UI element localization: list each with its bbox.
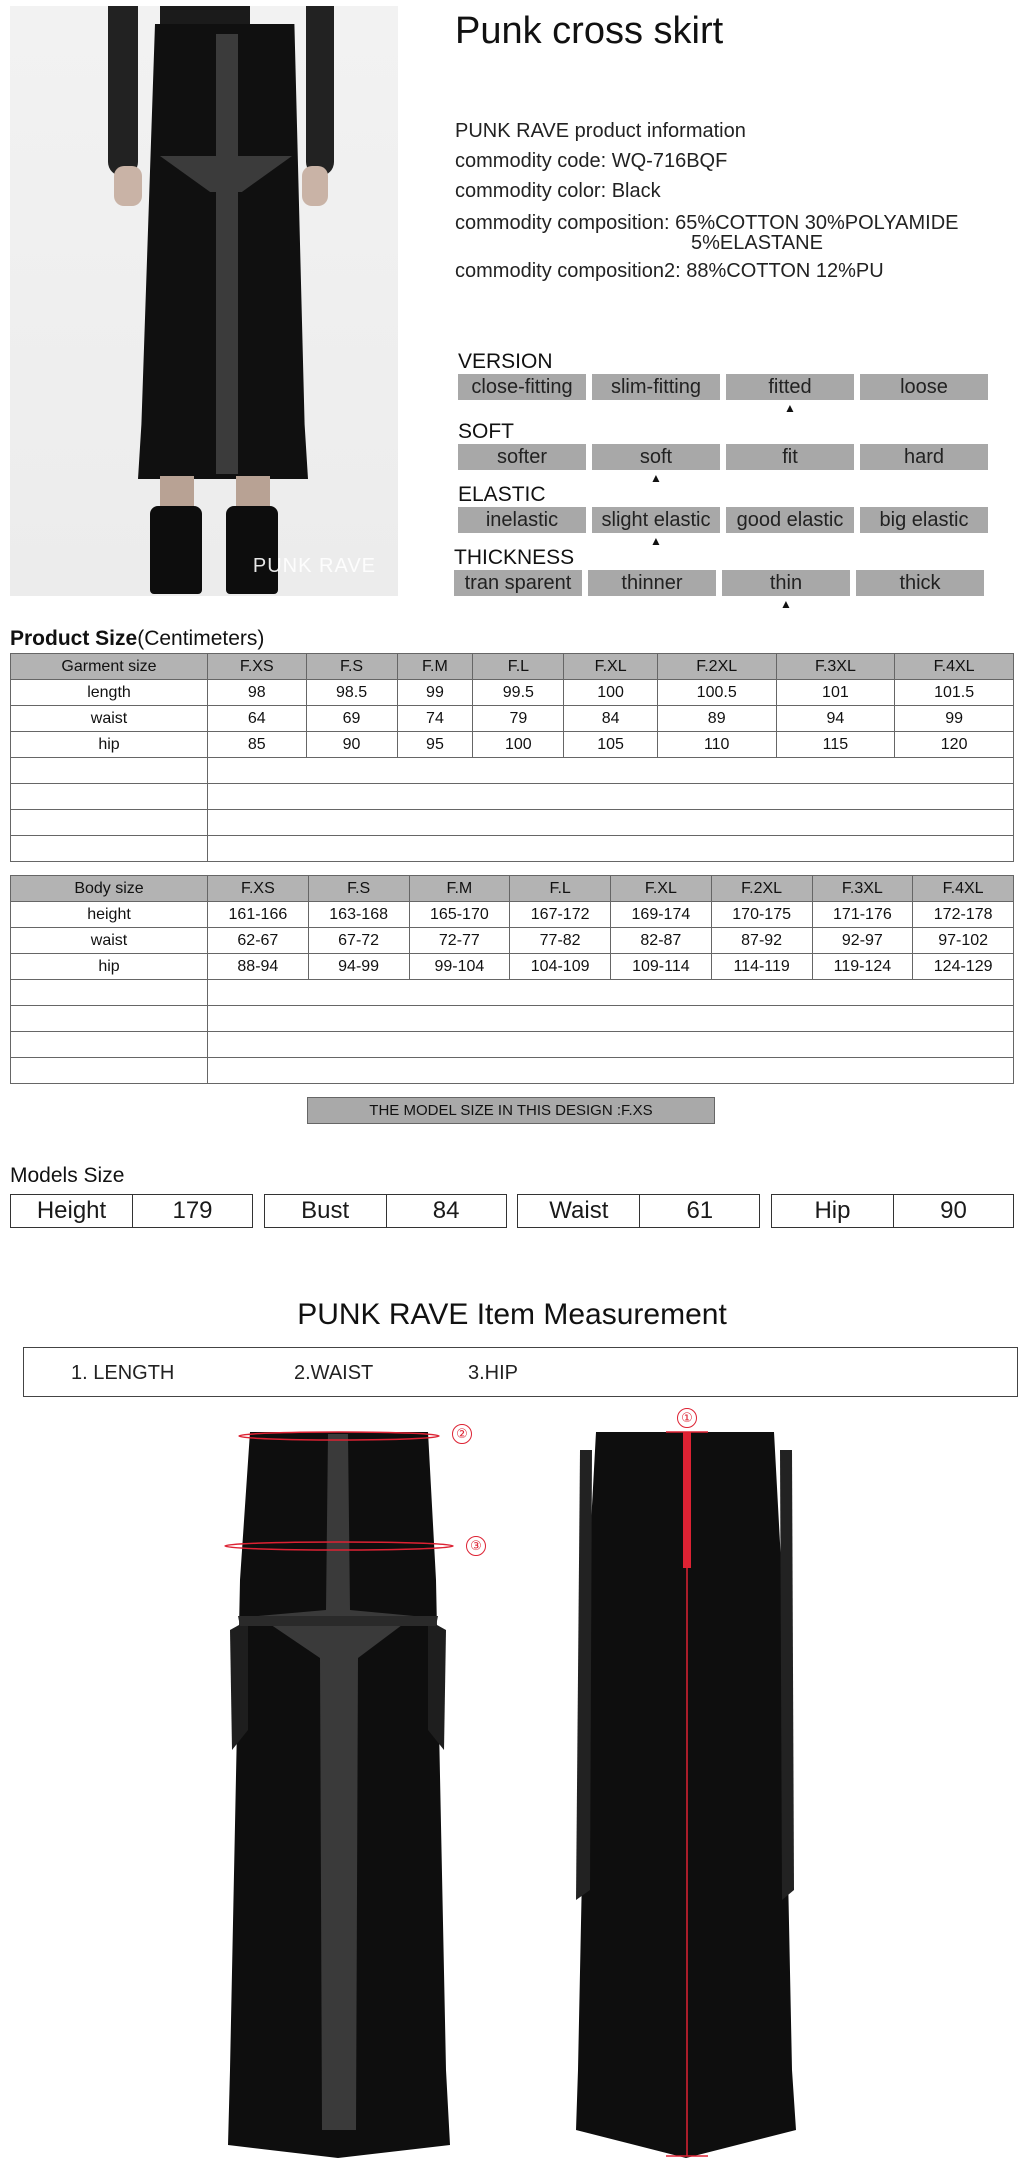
marker-length: ①: [677, 1408, 697, 1428]
scale-bar: [458, 507, 988, 548]
table-empty-row: [11, 1058, 1014, 1084]
table-row: [11, 928, 1014, 954]
table-row: [11, 954, 1014, 980]
table-empty-cell: [208, 836, 1014, 862]
models-value: 90: [940, 1197, 967, 1224]
table-col-header: F.4XL: [913, 876, 1014, 902]
model-right-hand: [302, 166, 328, 206]
scale-option: inelastic: [458, 507, 586, 533]
table-cell: 69: [306, 706, 397, 732]
models-size-row: [10, 1194, 1014, 1228]
scale-option: close-fitting: [458, 374, 586, 400]
table-cell: 62-67: [208, 928, 309, 954]
product-size-heading-bold: Product Size: [10, 627, 138, 650]
measurement-title: PUNK RAVE Item Measurement: [297, 1298, 727, 1331]
table-cell: 99.5: [473, 680, 564, 706]
table-empty-cell: [208, 1006, 1014, 1032]
table-cell: 119-124: [812, 954, 913, 980]
table-col-header: F.XS: [208, 876, 309, 902]
table-row: [11, 902, 1014, 928]
table-col-header: F.2XL: [711, 876, 812, 902]
measurement-item-length: 1. LENGTH: [71, 1362, 175, 1384]
scale-option: slight elastic ▲: [592, 507, 720, 533]
info-composition2: [455, 260, 884, 282]
scale-option: tran sparent: [454, 570, 582, 596]
scale-title: ELASTIC: [458, 483, 546, 506]
table-cell: 109-114: [611, 954, 712, 980]
table-cell: 95: [397, 732, 473, 758]
table-cell: 171-176: [812, 902, 913, 928]
table-empty-row: [11, 758, 1014, 784]
table-cell: 99: [895, 706, 1014, 732]
table-cell: 163-168: [308, 902, 409, 928]
info-value: 88%COTTON 12%PU: [686, 260, 884, 282]
models-hip: [771, 1194, 1014, 1228]
table-cell: 124-129: [913, 954, 1014, 980]
table-cell: 82-87: [611, 928, 712, 954]
table-corner: Garment size: [11, 654, 208, 680]
table-cell: 67-72: [308, 928, 409, 954]
selected-marker-icon: ▲: [784, 401, 796, 415]
scale-option: big elastic: [860, 507, 988, 533]
model-left-hand: [114, 166, 142, 206]
table-empty-cell: [208, 1058, 1014, 1084]
table-cell: 169-174: [611, 902, 712, 928]
models-label: Hip: [772, 1195, 894, 1227]
table-cell: 94: [776, 706, 895, 732]
table-cell: 97-102: [913, 928, 1014, 954]
table-cell: 100: [564, 680, 657, 706]
scale-option: fit: [726, 444, 854, 470]
table-cell: 172-178: [913, 902, 1014, 928]
table-row: [11, 732, 1014, 758]
info-color: [455, 180, 661, 202]
models-waist: [517, 1194, 760, 1228]
scale-option: fitted ▲: [726, 374, 854, 400]
table-empty-cell: [11, 980, 208, 1006]
table-col-header: F.4XL: [895, 654, 1014, 680]
scale-option: hard: [860, 444, 988, 470]
scale-bar: [458, 444, 988, 485]
table-cell: 64: [208, 706, 307, 732]
scale-option: loose: [860, 374, 988, 400]
table-cell: 89: [657, 706, 776, 732]
table-cell: 88-94: [208, 954, 309, 980]
skirt-front-view: [218, 1430, 458, 2160]
scale-option: softer: [458, 444, 586, 470]
table-cell: 115: [776, 732, 895, 758]
info-label: commodity color:: [455, 180, 607, 202]
table-cell: 120: [895, 732, 1014, 758]
table-empty-row: [11, 980, 1014, 1006]
scale-bar: [454, 570, 984, 611]
info-heading: PUNK RAVE product information: [455, 120, 746, 142]
table-row-label: height: [11, 902, 208, 928]
info-code: [455, 150, 727, 172]
table-col-header: F.2XL: [657, 654, 776, 680]
info-value: 65%COTTON 30%POLYAMIDE: [675, 212, 959, 234]
scale-bar: [458, 374, 988, 415]
scale-option: thinner: [588, 570, 716, 596]
skirt-back-view: [566, 1430, 806, 2160]
table-col-header: F.XL: [564, 654, 657, 680]
models-label: Height: [11, 1195, 133, 1227]
table-corner: Body size: [11, 876, 208, 902]
measurement-legend: [23, 1347, 1018, 1397]
table-cell: 101.5: [895, 680, 1014, 706]
skirt-front-belt: [238, 1616, 438, 1626]
table-empty-cell: [208, 810, 1014, 836]
table-cell: 84: [564, 706, 657, 732]
info-composition-cont: 5%ELASTANE: [691, 232, 823, 254]
table-cell: 90: [306, 732, 397, 758]
table-empty-cell: [208, 1032, 1014, 1058]
table-cell: 100.5: [657, 680, 776, 706]
table-cell: 170-175: [711, 902, 812, 928]
table-empty-cell: [11, 1032, 208, 1058]
table-empty-cell: [208, 980, 1014, 1006]
table-row-label: waist: [11, 706, 208, 732]
info-label: commodity code:: [455, 150, 607, 172]
info-value: WQ-716BQF: [611, 150, 728, 172]
table-cell: 114-119: [711, 954, 812, 980]
table-cell: 98: [208, 680, 307, 706]
scale-option: thick: [856, 570, 984, 596]
info-label: commodity composition2:: [455, 260, 681, 282]
table-empty-row: [11, 1006, 1014, 1032]
marker-hip: ③: [466, 1536, 486, 1556]
table-cell: 98.5: [306, 680, 397, 706]
info-composition: [455, 212, 959, 234]
table-cell: 105: [564, 732, 657, 758]
table-empty-row: [11, 784, 1014, 810]
photo-watermark: PUNK RAVE: [252, 555, 376, 577]
scale-title: SOFT: [458, 420, 514, 443]
table-cell: 94-99: [308, 954, 409, 980]
table-row-label: length: [11, 680, 208, 706]
table-col-header: F.XS: [208, 654, 307, 680]
table-empty-cell: [11, 836, 208, 862]
table-col-header: F.M: [409, 876, 510, 902]
table-col-header: F.L: [473, 654, 564, 680]
selected-marker-icon: ▲: [780, 597, 792, 611]
table-empty-row: [11, 836, 1014, 862]
scale-title: THICKNESS: [454, 546, 575, 569]
product-title: Punk cross skirt: [455, 10, 724, 52]
skirt-back-lace-left: [576, 1450, 592, 1900]
models-size-heading: Models Size: [10, 1164, 125, 1187]
table-col-header: F.S: [308, 876, 409, 902]
models-value: 61: [686, 1197, 714, 1224]
table-col-header: F.L: [510, 876, 611, 902]
left-boot: [150, 506, 202, 594]
table-col-header: F.3XL: [812, 876, 913, 902]
table-row: [11, 680, 1014, 706]
table-cell: 165-170: [409, 902, 510, 928]
model-left-arm: [108, 6, 138, 176]
table-empty-cell: [11, 1006, 208, 1032]
table-empty-cell: [208, 784, 1014, 810]
table-header-row: [11, 654, 1014, 680]
table-row: [11, 706, 1014, 732]
table-cell: 110: [657, 732, 776, 758]
table-cell: 167-172: [510, 902, 611, 928]
table-cell: 77-82: [510, 928, 611, 954]
models-label: Bust: [265, 1195, 387, 1227]
table-cell: 87-92: [711, 928, 812, 954]
models-value: 84: [432, 1197, 460, 1224]
selected-marker-icon: ▲: [650, 534, 662, 548]
table-cell: 99: [397, 680, 473, 706]
skirt-front-lace-right: [428, 1620, 446, 1750]
table-cell: 101: [776, 680, 895, 706]
body-size-table: [10, 875, 1014, 1084]
table-col-header: F.S: [306, 654, 397, 680]
table-header-row: [11, 876, 1014, 902]
info-label: commodity composition:: [455, 212, 670, 234]
model-right-arm: [306, 6, 334, 176]
models-bust: [264, 1194, 507, 1228]
marker-waist: ②: [452, 1424, 472, 1444]
table-row-label: hip: [11, 732, 208, 758]
table-empty-cell: [11, 810, 208, 836]
measurement-item-waist: 2.WAIST: [294, 1362, 374, 1384]
table-col-header: F.M: [397, 654, 473, 680]
table-row-label: waist: [11, 928, 208, 954]
table-col-header: F.XL: [611, 876, 712, 902]
product-size-heading: [10, 627, 264, 651]
product-size-table: [10, 653, 1014, 862]
skirt-back-lace-right: [780, 1450, 794, 1900]
table-cell: 100: [473, 732, 564, 758]
models-value: 179: [172, 1197, 213, 1224]
right-boot: [226, 506, 278, 594]
scale-option: thin ▲: [722, 570, 850, 596]
table-cell: 104-109: [510, 954, 611, 980]
table-cell: 85: [208, 732, 307, 758]
scale-option: good elastic: [726, 507, 854, 533]
models-label: Waist: [518, 1195, 640, 1227]
model-torso: [160, 6, 250, 26]
models-height: [10, 1194, 253, 1228]
table-empty-cell: [208, 758, 1014, 784]
cross-vertical: [216, 34, 238, 474]
table-cell: 74: [397, 706, 473, 732]
scale-option: slim-fitting: [592, 374, 720, 400]
table-cell: 72-77: [409, 928, 510, 954]
scale-title: VERSION: [458, 350, 553, 373]
skirt-front-lace-left: [230, 1620, 248, 1750]
measurement-item-hip: 3.HIP: [468, 1362, 519, 1384]
product-size-heading-unit: (Centimeters): [137, 627, 265, 650]
table-empty-cell: [11, 758, 208, 784]
info-value: Black: [611, 180, 661, 202]
table-empty-row: [11, 810, 1014, 836]
table-cell: 161-166: [208, 902, 309, 928]
table-cell: 79: [473, 706, 564, 732]
table-empty-cell: [11, 784, 208, 810]
table-empty-cell: [11, 1058, 208, 1084]
selected-marker-icon: ▲: [650, 471, 662, 485]
scale-option: soft ▲: [592, 444, 720, 470]
product-photo: [10, 6, 398, 596]
table-cell: 99-104: [409, 954, 510, 980]
table-cell: 92-97: [812, 928, 913, 954]
table-empty-row: [11, 1032, 1014, 1058]
table-col-header: F.3XL: [776, 654, 895, 680]
table-row-label: hip: [11, 954, 208, 980]
model-size-note: THE MODEL SIZE IN THIS DESIGN :F.XS: [307, 1097, 715, 1124]
